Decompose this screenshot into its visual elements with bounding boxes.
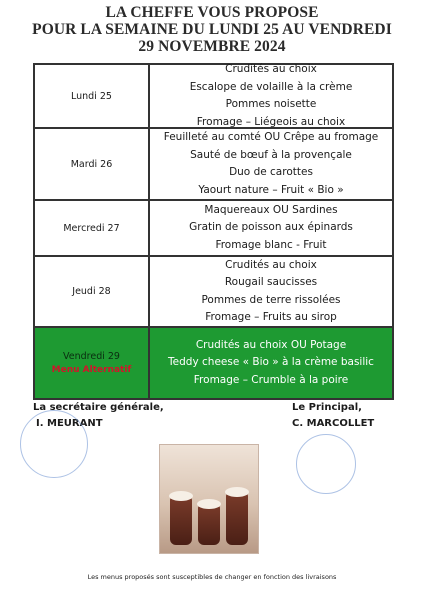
header-line-3: 29 NOVEMBRE 2024: [138, 38, 286, 55]
menu-day-monday: [35, 65, 392, 129]
dish: Teddy cheese « Bio » à la crème basilic: [168, 356, 374, 369]
dessert-cup: [198, 505, 220, 545]
day-label: Jeudi 28: [35, 257, 150, 326]
dish: Duo de carottes: [229, 166, 313, 178]
dish-list: [150, 328, 392, 398]
dessert-cup: [226, 493, 248, 545]
menu-day-tuesday: [35, 129, 392, 201]
day-label: Mercredi 27: [35, 201, 150, 255]
menu-header: [0, 4, 424, 55]
dish-list: [150, 257, 392, 326]
header-line-2: POUR LA SEMAINE DU LUNDI 25 AU VENDREDI: [32, 21, 392, 38]
dessert-cream: [197, 499, 221, 509]
dish: Escalope de volaille à la crème: [189, 80, 353, 93]
principal-name: C. MARCOLLET: [292, 418, 375, 429]
day-label-text: Vendredi 29: [63, 351, 120, 362]
dish: Gratin de poisson aux épinards: [189, 221, 353, 234]
dessert-cup: [170, 497, 192, 545]
alternative-menu-badge: Menu Alternatif: [51, 365, 132, 375]
dish-list: [150, 201, 392, 255]
day-label: [35, 328, 150, 398]
principal-title: Le Principal,: [292, 402, 362, 413]
menu-day-wednesday: [35, 201, 392, 257]
dish: Sauté de bœuf à la provençale: [190, 148, 352, 161]
dish: Pommes noisette: [225, 98, 317, 110]
dish: Fromage – Fruits au sirop: [205, 311, 337, 323]
weekly-menu-table: [33, 63, 394, 400]
dish: Feuilleté au comté OU Crêpe au fromage: [163, 131, 379, 143]
dish: Pommes de terre rissolées: [201, 293, 341, 306]
school-stamp-left: [20, 410, 88, 478]
dessert-photo: [159, 444, 259, 554]
dessert-cream: [225, 487, 249, 497]
menu-day-friday: [35, 328, 392, 398]
dish: Maquereaux OU Sardines: [204, 203, 338, 216]
dish: Yaourt nature – Fruit « Bio »: [198, 183, 344, 196]
dish: Fromage – Crumble à la poire: [193, 373, 349, 386]
footer-note: Les menus proposés sont susceptibles de changer en fonction des livraisons: [87, 573, 337, 581]
dish: Crudités au choix: [225, 258, 317, 271]
dish-list: [150, 129, 392, 199]
header-line-1: LA CHEFFE VOUS PROPOSE: [105, 4, 319, 21]
dish-list: [150, 65, 392, 127]
secretary-title: La secrétaire générale,: [33, 402, 164, 413]
dish: Crudités au choix OU Potage: [195, 338, 347, 351]
dessert-cream: [169, 491, 193, 501]
day-label: Lundi 25: [35, 65, 150, 127]
school-stamp-right: [296, 434, 356, 494]
dish: Fromage – Liégeois au choix: [196, 115, 346, 128]
dish: Crudités au choix: [225, 63, 317, 75]
dish: Fromage blanc - Fruit: [215, 238, 327, 251]
day-label: Mardi 26: [35, 129, 150, 199]
dish: Rougail saucisses: [224, 276, 318, 288]
secretary-name: I. MEURANT: [36, 418, 103, 429]
menu-day-thursday: [35, 257, 392, 328]
